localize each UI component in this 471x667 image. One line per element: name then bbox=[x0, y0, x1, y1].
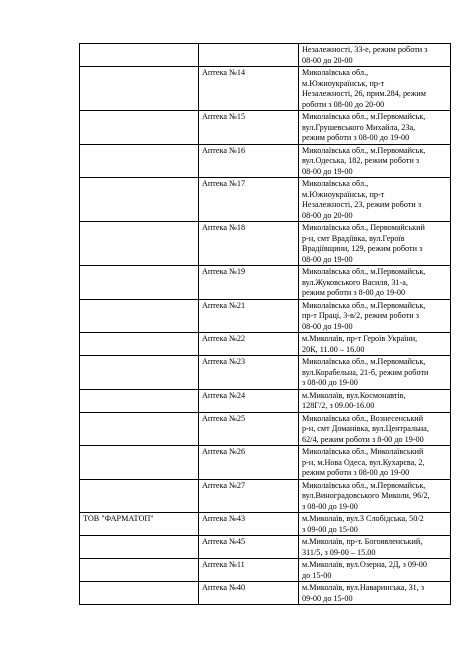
table-row bbox=[80, 479, 451, 513]
pharmacy-name-cell: Аптека №15 bbox=[199, 111, 299, 145]
table-row bbox=[80, 513, 451, 536]
address-line: з 08-00 до 19-00 bbox=[302, 501, 358, 511]
table-row bbox=[80, 446, 451, 480]
pharmacy-name-cell: Аптека №24 bbox=[199, 389, 299, 412]
table-row bbox=[80, 178, 451, 222]
address-line: вул.Корабельна, 21-б, режим роботи bbox=[302, 367, 429, 377]
organization-cell bbox=[80, 412, 199, 446]
address-cell bbox=[299, 479, 451, 513]
table-row bbox=[80, 299, 451, 333]
address-line: Миколаївська обл., Первомайський bbox=[302, 223, 425, 232]
table-row bbox=[80, 559, 451, 582]
pharmacy-name-cell: Аптека №17 bbox=[199, 178, 299, 222]
address-line: Миколаївська обл., м.Первомайськ, bbox=[302, 300, 426, 310]
organization-cell bbox=[80, 144, 199, 178]
address-cell bbox=[299, 299, 451, 333]
pharmacy-name-cell: Аптека №11 bbox=[199, 559, 299, 582]
organization-cell bbox=[80, 446, 199, 480]
address-cell bbox=[299, 446, 451, 480]
address-line: м.Миколаїв, вул.Космонавтів, bbox=[302, 390, 406, 400]
address-cell bbox=[299, 144, 451, 178]
address-cell bbox=[299, 536, 451, 559]
address-line: 08-00 до 19-00 bbox=[302, 166, 353, 176]
organization-cell bbox=[80, 67, 199, 111]
table-row bbox=[80, 389, 451, 412]
address-cell bbox=[299, 178, 451, 222]
address-line: 20К, 11.00 – 16.00 bbox=[302, 344, 365, 354]
address-line: Миколаївська обл., м.Первомайськ, bbox=[302, 267, 426, 276]
address-line: з 08-00 до 19-00 bbox=[302, 378, 358, 387]
table-row bbox=[80, 44, 451, 67]
organization-cell bbox=[80, 178, 199, 222]
address-cell bbox=[299, 356, 451, 390]
address-cell bbox=[299, 513, 451, 536]
organization-cell bbox=[80, 299, 199, 333]
organization-cell bbox=[80, 479, 199, 513]
address-cell bbox=[299, 389, 451, 412]
address-line: вул.Жуковського Василя, 31-а, bbox=[302, 277, 408, 287]
pharmacy-name-cell: Аптека №16 bbox=[199, 144, 299, 178]
address-line: Незалежності, 33-е, режим роботи з bbox=[302, 45, 428, 54]
address-line: р-н, м.Нова Одеса, вул.Кухарєва, 2, bbox=[302, 457, 425, 467]
address-line: 62/4, режим роботи з 8-00 до 19-00 bbox=[302, 434, 424, 444]
pharmacy-name-cell: Аптека №14 bbox=[199, 67, 299, 111]
organization-cell bbox=[80, 559, 199, 582]
pharmacy-name-cell: Аптека №45 bbox=[199, 536, 299, 559]
address-line: 08-00 до 19-00 bbox=[302, 321, 353, 331]
table-row bbox=[80, 111, 451, 145]
organization-cell bbox=[80, 389, 199, 412]
address-cell bbox=[299, 333, 451, 356]
address-line: вул.Виноградовського Миколи, 96/2, bbox=[302, 491, 430, 500]
address-line: м.Миколаїв, пр-т Героїв України, bbox=[302, 334, 418, 343]
address-cell bbox=[299, 559, 451, 582]
address-line: р-н, смт Доманівка, вул.Центральна, bbox=[302, 424, 429, 433]
address-line: м.Миколаїв, вул.Озерна, 2Д, з 09-00 bbox=[302, 560, 427, 569]
pharmacy-table-body bbox=[80, 44, 451, 605]
address-line: пр-т Праці, 3-в/2, режим роботи з bbox=[302, 311, 419, 320]
organization-cell bbox=[80, 222, 199, 266]
organization-cell bbox=[80, 582, 199, 605]
pharmacy-name-cell: Аптека №19 bbox=[199, 266, 299, 300]
table-row bbox=[80, 333, 451, 356]
pharmacy-name-cell: Аптека №21 bbox=[199, 299, 299, 333]
address-cell bbox=[299, 111, 451, 145]
organization-cell bbox=[80, 266, 199, 300]
organization-cell bbox=[80, 356, 199, 390]
table-row bbox=[80, 144, 451, 178]
address-line: 09-00 до 15-00 bbox=[302, 593, 353, 603]
address-line: роботи з 08-00 до 20-00 bbox=[302, 99, 385, 109]
address-line: 128Г/2, з 09.00-16.00 bbox=[302, 401, 375, 410]
address-line: м.Миколаїв, вул.Наваринська, 31, з bbox=[302, 583, 425, 592]
address-line: м.Южноукраїнськ, пр-т bbox=[302, 189, 385, 199]
table-row bbox=[80, 67, 451, 111]
address-cell bbox=[299, 412, 451, 446]
address-line: режим роботи з 08-00 до 19-00 bbox=[302, 133, 410, 142]
address-line: з 09-00 до 15-00 bbox=[302, 524, 358, 534]
pharmacy-name-cell: Аптека №25 bbox=[199, 412, 299, 446]
address-line: 08-00 до 19-00 bbox=[302, 254, 353, 264]
table-row bbox=[80, 266, 451, 300]
address-line: Миколаївська обл., м.Первомайськ, bbox=[302, 112, 426, 121]
address-line: Миколаївська обл., Миколаївський bbox=[302, 447, 424, 456]
address-line: р-н, смт Врадіївка, вул.Героїв bbox=[302, 233, 405, 243]
table-row bbox=[80, 536, 451, 559]
address-line: режим роботи з 08-00 до 19-00 bbox=[302, 468, 410, 477]
address-cell bbox=[299, 266, 451, 300]
address-line: до 15-00 bbox=[302, 570, 332, 580]
address-line: 08-00 до 20-00 bbox=[302, 55, 353, 65]
address-line: режим роботи з 8-00 до 19-00 bbox=[302, 288, 406, 297]
pharmacy-name-cell: Аптека №43 bbox=[199, 513, 299, 536]
organization-cell bbox=[80, 111, 199, 145]
address-line: м.Миколаїв, вул.3 Слобідська, 50/2 bbox=[302, 514, 424, 523]
organization-cell bbox=[80, 44, 199, 67]
organization-cell bbox=[80, 333, 199, 356]
address-line: Врадіївщини, 129, режим роботи з bbox=[302, 244, 423, 253]
address-cell bbox=[299, 222, 451, 266]
table-row bbox=[80, 582, 451, 605]
address-line: Миколаївська обл., м.Первомайськ, bbox=[302, 145, 426, 155]
address-line: 08-00 до 20-00 bbox=[302, 210, 353, 220]
address-line: м.Миколаїв, пр-т. Богоявленський, bbox=[302, 537, 423, 546]
organization-cell: ТОВ "ФАРМАТОП" bbox=[80, 513, 199, 536]
pharmacy-name-cell: Аптека №40 bbox=[199, 582, 299, 605]
pharmacy-name-cell: Аптека №22 bbox=[199, 333, 299, 356]
pharmacy-table bbox=[79, 43, 451, 605]
pharmacy-name-cell bbox=[199, 44, 299, 67]
pharmacy-name-cell: Аптека №26 bbox=[199, 446, 299, 480]
address-line: вул.Грушевського Михайла, 23а, bbox=[302, 122, 416, 132]
address-cell bbox=[299, 67, 451, 111]
organization-cell bbox=[80, 536, 199, 559]
address-line: Миколаївська обл., bbox=[302, 68, 369, 77]
address-line: м.Южноукраїнськ, пр-т bbox=[302, 78, 385, 88]
address-cell bbox=[299, 44, 451, 67]
address-line: Миколаївська обл., Вознесенський bbox=[302, 413, 424, 423]
address-line: Миколаївська обл., м.Первомайськ, bbox=[302, 357, 426, 366]
pharmacy-name-cell: Аптека №18 bbox=[199, 222, 299, 266]
table-row bbox=[80, 356, 451, 390]
pharmacy-name-cell: Аптека №23 bbox=[199, 356, 299, 390]
address-line: 311/5, з 09-00 – 15.00 bbox=[302, 547, 376, 557]
address-line: Незалежності, 23, режим роботи з bbox=[302, 200, 422, 209]
table-row bbox=[80, 412, 451, 446]
address-line: Миколаївська обл., м.Первомайськ, bbox=[302, 480, 426, 490]
pharmacy-name-cell: Аптека №27 bbox=[199, 479, 299, 513]
address-cell bbox=[299, 582, 451, 605]
table-row bbox=[80, 222, 451, 266]
address-line: Миколаївська обл., bbox=[302, 179, 369, 188]
address-line: Незалежності, 26, прим.284, режим bbox=[302, 89, 426, 98]
address-line: вул.Одеська, 182, режим роботи з bbox=[302, 156, 420, 165]
